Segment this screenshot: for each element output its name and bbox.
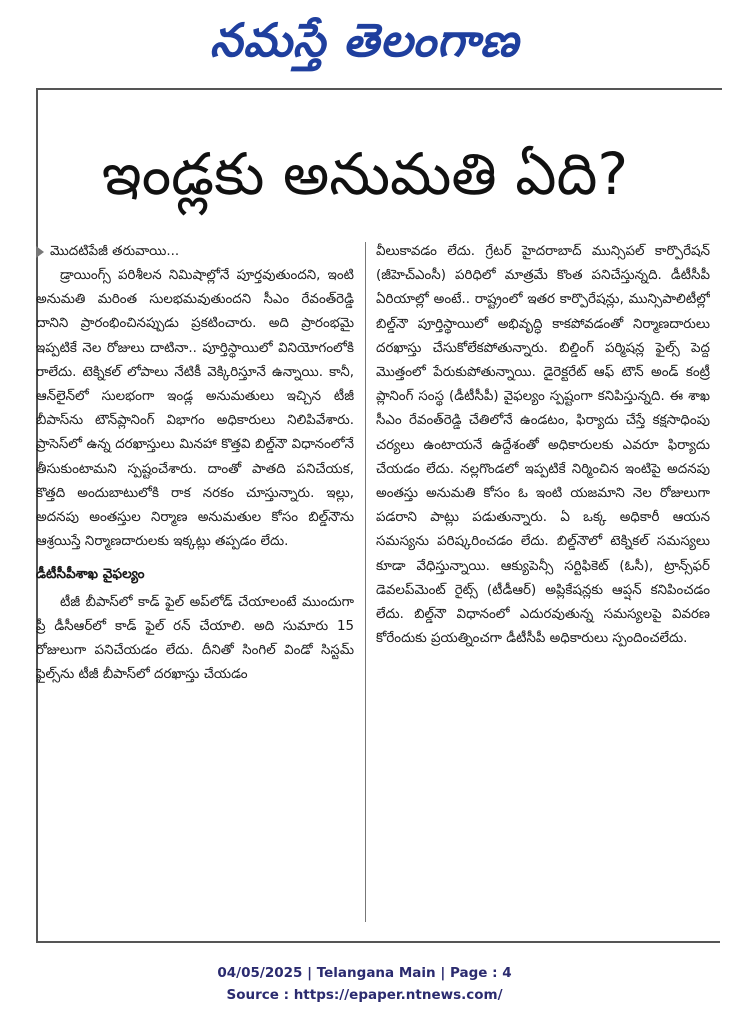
paragraph: వీలుకావడం లేదు. గ్రేటర్ హైదరాబాద్ మున్సిపల్ కార్పొరేషన్ (జీహెచ్‌ఎంసీ) పరిధిలో మాత్రమే కొంత పనిచేస్తున్నది. డీటీసీపీ ఏరియాల్లో అంటే.. రాష్ట్రంలో ఇతర కార్పొరేషన్లు, మున్సిపాలిటీల్లో బిల్డ్‌నౌ పూర్తిస్థాయిలో అభివృద్ధి కాకపోవడంతో నిర్మాణదారులు దరఖాస్తు చేసుకోలేకపోతున్నారు. బిల్డింగ్ పర్మిషన్ల ఫైల్స్ పెద్ద మొత్తంలో పేరుకుపోతున్నాయి. డైరెక్టరేట్ ఆఫ్ టౌన్ అండ్ కంట్రీ ప్లానింగ్ సంస్థ (డీటీసీపీ) వైఫల్యం స్పష్టంగా కనిపిస్తున్నది. ఈ శాఖ సీఎం రేవంత్‌రెడ్డి చేతిలోనే ఉండటం, ఫిర్యాదు చేస్తే కక్షసాధింపు చర్యలు ఉంటాయనే ఉద్దేశంతో అధికారులకు ఎవరూ ఫిర్యాదు చేయడం లేదు. నల్లగొండలో ఇప్పటికే నిర్మించిన ఇంటిపై అదనపు అంతస్తు అనుమతి కోసం ఓ ఇంటి యజమాని నెల రోజులుగా పడరాని పాట్లు పడుతున్నారు. ఏ ఒక్క అధికారీ ఆయన సమస్యను పరిష్కరించడం లేదు. బిల్డ్‌నౌలో టెక్నికల్ సమస్యలు కూడా వేధిస్తున్నాయి. ఆక్యుపెన్సీ సర్టిఫికెట్ (ఓసీ), ట్రాన్స్‌ఫర్ డెవలప్‌మెంట్ రైట్స్ (టీడీఆర్) అప్లికేషన్లకు ఆప్షన్ కనిపించడం లేదు. బిల్డ్‌నౌ విధానంలో ఎదురవుతున్న సమస్యలపై వివరణ కోరేందుకు ప్రయత్నించగా డీటీసీపీ అధికారులు స్పందించలేదు.: [376, 244, 710, 647]
source-link[interactable]: Source : https://epaper.ntnews.com/: [226, 987, 503, 1003]
page-footer: [0, 962, 729, 1006]
masthead: [0, 4, 729, 76]
chevron-right-icon: [36, 246, 44, 258]
jump-label: మొదటిపేజీ తరువాయి...: [50, 244, 180, 259]
column-divider: [365, 242, 366, 922]
edition-info: 04/05/2025 | Telangana Main | Page : 4: [217, 965, 512, 981]
paragraph: డ్రాయింగ్స్ పరిశీలన నిమిషాల్లోనే పూర్తవుతుందని, ఇంటి అనుమతి మరింత సులభమవుతుందని సీఎం రేవంత్‌రెడ్డి దానిని ప్రారంభించినప్పుడు ప్రకటించారు. అది ప్రారంభమై ఇప్పటికే నెల రోజులు దాటినా.. పూర్తిస్థాయిలో వినియోగంలోకి రాలేదు. టెక్నికల్ లోపాలు నేటికీ వెక్కిరిస్తూనే ఉన్నాయి. కానీ, ఆన్‌లైన్‌లో సులభంగా ఇండ్ల అనుమతులు ఇచ్చిన టీజీ బీపాస్‌ను టౌన్‌ప్లానింగ్ విభాగం అధికారులు నిలిపివేశారు. ప్రాసెస్‌లో ఉన్న దరఖాస్తులు మినహా కొత్తవి బిల్డ్‌నౌ విధానంలోనే తీసుకుంటామని స్పష్టంచేశారు. దాంతో పాతది పనిచేయక, కొత్తది అందుబాటులోకి రాక నరకం చూస్తున్నారు. ఇల్లు, అదనపు అంతస్తుల నిర్మాణ అనుమతుల కోసం బిల్డ్‌నౌను ఆశ్రయిస్తే నిర్మాణదారులకు ఇక్కట్లు తప్పడం లేదు.: [36, 268, 354, 550]
article-column-left: [36, 240, 354, 930]
subheading: డీటీసీపీశాఖ వైఫల్యం: [36, 566, 145, 583]
paragraph: టీజీ బీపాస్‌లో కాడ్ ఫైల్ అప్‌లోడ్ చేయాలంటే ముందుగా ప్రీ డీసీఆర్‌లో కాడ్ ఫైల్ రన్ చేయాలి. అది సుమారు 15 రోజులుగా పనిచేయడం లేదు. దీనితో సింగిల్ విండో సిస్టమ్ ఫైల్స్‌ను టీజీ బీపాస్‌లో దరఖాస్తు చేయడం: [36, 594, 354, 683]
masthead-logo-text: నమస్తే తెలంగాణ: [209, 13, 520, 67]
article-column-right: [376, 240, 710, 930]
continued-from-front-page: [36, 240, 354, 264]
article-headline: ఇండ్లకు అనుమతి ఏది?: [101, 140, 629, 208]
footer-divider: [36, 941, 720, 943]
